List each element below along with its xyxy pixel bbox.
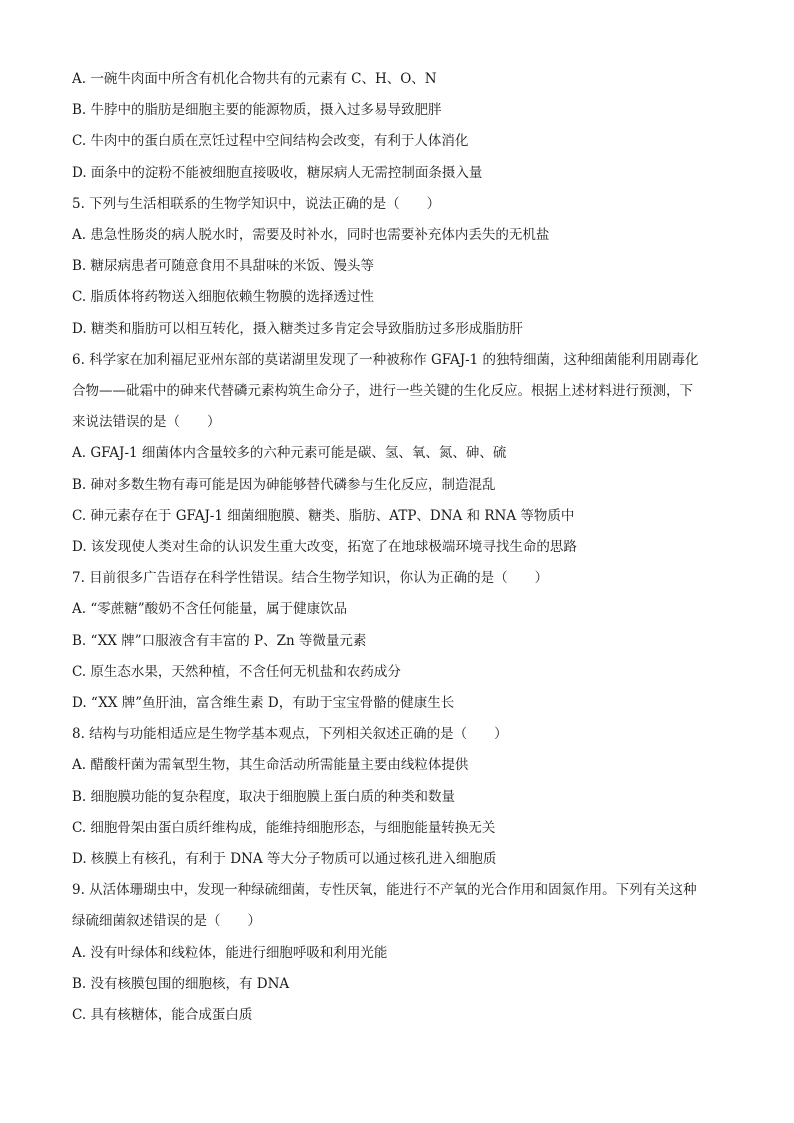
text-line: 7. 目前很多广告语存在科学性错误。结合生物学知识，你认为正确的是（ ） [72,570,549,587]
text-line: B. “XX 牌”口服液含有丰富的 P、Zn 等微量元素 [72,632,367,649]
text-line: A. 醋酸杆菌为需氧型生物，其生命活动所需能量主要由线粒体提供 [72,757,469,774]
text-line: 5. 下列与生活相联系的生物学知识中，说法正确的是（ ） [72,195,441,212]
text-line: D. 糖类和脂肪可以相互转化，摄入糖类过多肯定会导致脂肪过多形成脂肪肝 [72,320,523,337]
text-line: 8. 结构与功能相适应是生物学基本观点，下列相关叙述正确的是（ ） [72,726,508,743]
text-line: 合物——砒霜中的砷来代替磷元素构筑生命分子，进行一些关键的生化反应。根据上述材料进行预测，下 [72,383,693,400]
text-line: C. 原生态水果，天然种植，不含任何无机盐和农药成分 [72,663,401,680]
text-line: 9. 从活体珊瑚虫中，发现一种绿硫细菌，专性厌氧，能进行不产氧的光合作用和固氮作用。下列有关这种 [72,882,697,899]
text-line: B. 糖尿病患者可随意食用不具甜味的米饭、馒头等 [72,258,375,275]
text-line: A. 没有叶绿体和线粒体，能进行细胞呼吸和利用光能 [72,944,388,961]
text-line: B. 细胞膜功能的复杂程度，取决于细胞膜上蛋白质的种类和数量 [72,788,456,805]
text-line: A. 患急性肠炎的病人脱水时，需要及时补水，同时也需要补充体内丢失的无机盐 [72,227,550,244]
text-line: C. 砷元素存在于 GFAJ-1 细菌细胞膜、糖类、脂肪、ATP、DNA 和 RNA 等物质中 [72,507,575,524]
text-line: A. GFAJ-1 细菌体内含量较多的六种元素可能是碳、氢、氧、氮、砷、硫 [72,445,507,462]
text-line: B. 砷对多数生物有毒可能是因为砷能够替代磷参与生化反应，制造混乱 [72,476,496,493]
text-line: A. 一碗牛肉面中所含有机化合物共有的元素有 C、H、O、N [72,71,437,87]
text-line: A. “零蔗糖”酸奶不含任何能量，属于健康饮品 [72,601,348,618]
text-line: C. 细胞骨架由蛋白质纤维构成，能维持细胞形态，与细胞能量转换无关 [72,819,496,836]
text-line: C. 具有核糖体，能合成蛋白质 [72,1007,253,1024]
text-line: 绿硫细菌叙述错误的是（ ） [72,913,261,930]
text-line: D. “XX 牌”鱼肝油，富含维生素 D，有助于宝宝骨骼的健康生长 [72,695,455,712]
text-line: C. 脂质体将药物送入细胞依赖生物膜的选择透过性 [72,289,374,306]
text-line: 来说法错误的是（ ） [72,414,221,431]
text-line: D. 核膜上有核孔，有利于 DNA 等大分子物质可以通过核孔进入细胞质 [72,851,497,868]
text-line: C. 牛肉中的蛋白质在烹饪过程中空间结构会改变，有利于人体消化 [72,133,469,150]
text-line: 6. 科学家在加利福尼亚州东部的莫诺湖里发现了一种被称作 GFAJ-1 的独特细菌，这种细菌能利用剧毒化 [72,351,699,368]
text-line: B. 没有核膜包围的细胞核，有 DNA [72,975,290,992]
text-line: D. 该发现使人类对生命的认识发生重大改变，拓宽了在地球极端环境寻找生命的思路 [72,539,577,556]
text-line: B. 牛脖中的脂肪是细胞主要的能源物质，摄入过多易导致肥胖 [72,102,442,119]
document-page [72,64,722,1031]
text-line: D. 面条中的淀粉不能被细胞直接吸收，糖尿病人无需控制面条摄入量 [72,164,483,181]
